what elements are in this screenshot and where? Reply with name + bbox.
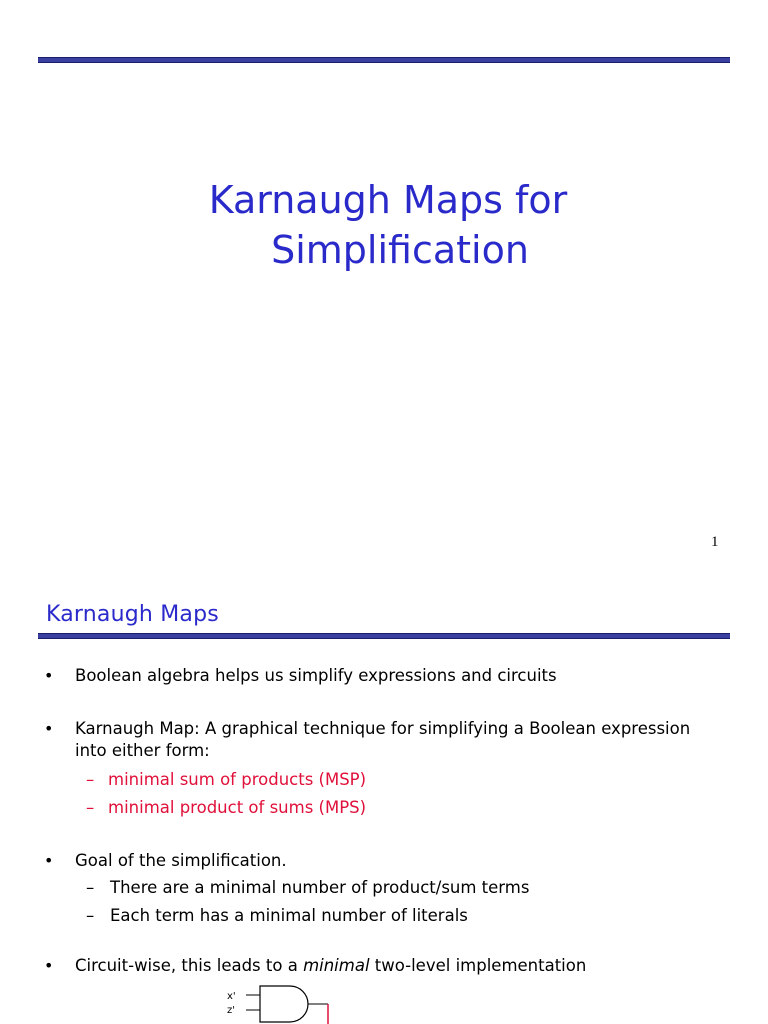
slide-title-line-2: Simplification xyxy=(271,228,529,272)
bullet-text: Goal of the simplification. xyxy=(75,851,287,870)
bullet-text: Boolean algebra helps us simplify expressions and circuits xyxy=(75,666,557,685)
bullet-text-line-1: Karnaugh Map: A graphical technique for simplifying a Boolean expression xyxy=(75,719,691,738)
bullet-text-italic: minimal xyxy=(303,956,370,975)
bullet-marker: • xyxy=(44,666,54,685)
section-heading: Karnaugh Maps xyxy=(46,602,219,627)
slide-title-line-1: Karnaugh Maps for xyxy=(208,178,568,222)
and-gate-circuit-diagram xyxy=(224,982,344,1024)
bullet-marker: • xyxy=(44,851,54,870)
sub-item-msp: minimal sum of products (MSP) xyxy=(108,770,367,789)
sub-item-product-sum-terms: There are a minimal number of product/sum terms xyxy=(110,878,530,897)
sub-item-marker: – xyxy=(86,798,95,817)
bullet-text-before: Circuit-wise, this leads to a xyxy=(75,956,304,975)
and-gate-icon xyxy=(260,986,308,1022)
bullet-text xyxy=(75,955,586,977)
bullet-text-line-2: into either form: xyxy=(75,741,210,760)
sub-item-mps: minimal product of sums (MPS) xyxy=(108,798,367,817)
sub-item-literals: Each term has a minimal number of literals xyxy=(110,906,468,925)
sub-item-marker: – xyxy=(86,878,95,897)
bullet-text-after: two-level implementation xyxy=(369,956,587,975)
bullet-marker: • xyxy=(44,956,54,975)
sub-item-marker: – xyxy=(86,770,95,789)
page-number: 1 xyxy=(711,534,719,550)
sub-item-marker: – xyxy=(86,906,95,925)
bullet-marker: • xyxy=(44,719,54,738)
circuit-input-label: x' xyxy=(227,991,236,1002)
circuit-input-label: z' xyxy=(227,1005,235,1016)
